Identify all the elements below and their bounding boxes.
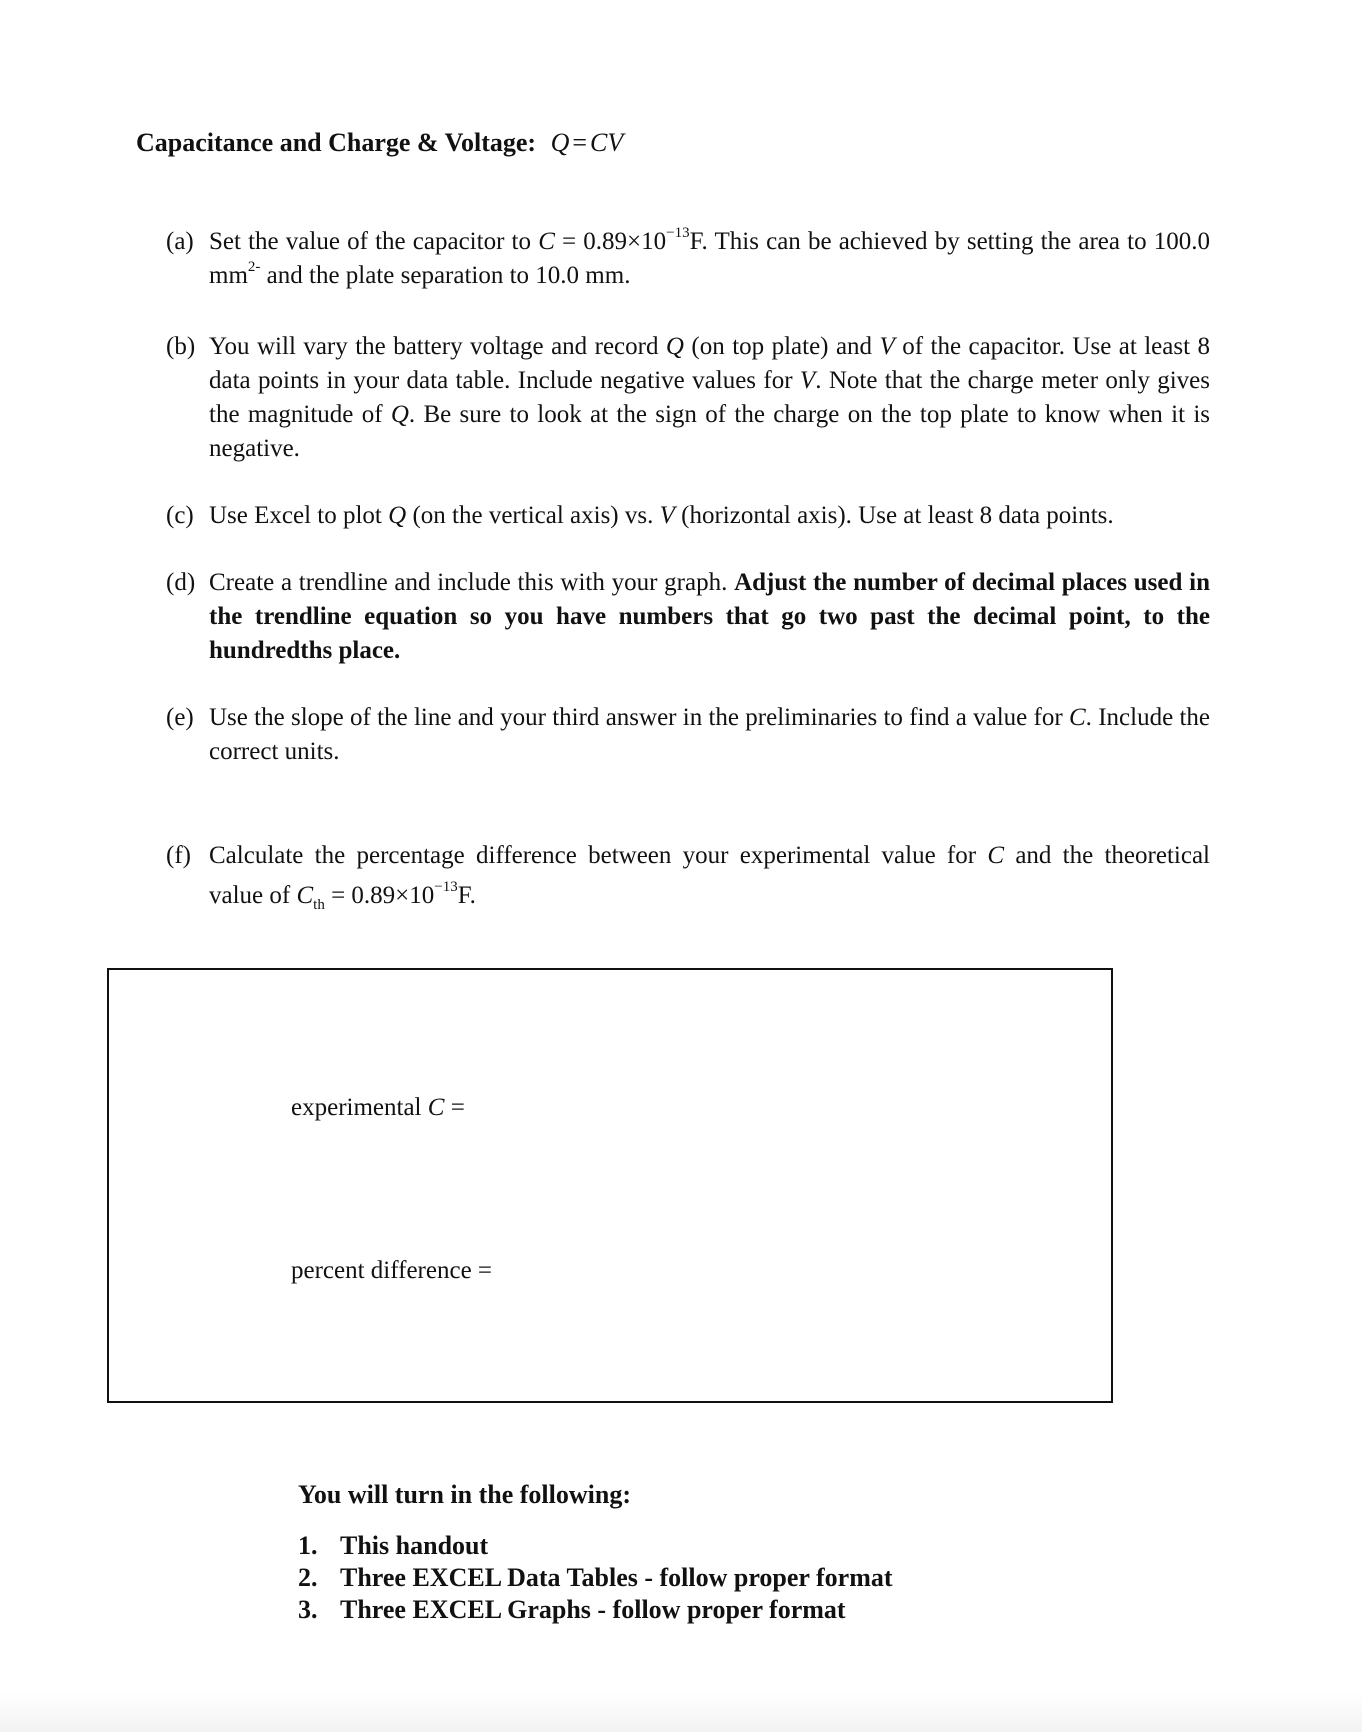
step-a-part: F. This can be achieved by setting the area to 100.0 mm — [209, 228, 1211, 289]
step-c-part: (horizontal axis). Use at least 8 data points. — [674, 502, 1114, 529]
step-b-part: (on top plate) and — [683, 333, 880, 360]
step-b-part: . Be sure to look at the sign of the charge on the top plate to know when it is negative. — [209, 401, 1210, 462]
step-a-var: C — [538, 228, 555, 255]
step-f-value: = 0.89×10 — [324, 882, 435, 909]
turn-in-item — [298, 1562, 893, 1594]
eq-op: = — [572, 128, 588, 157]
page-title — [136, 128, 623, 158]
step-a-part: and the plate separation to 10.0 mm. — [260, 262, 631, 289]
step-f-cth: C — [296, 882, 314, 909]
step-f-label: (f) — [166, 842, 191, 869]
step-a — [166, 225, 1210, 293]
step-f-var: C — [987, 842, 1005, 869]
step-b-var: Q — [390, 401, 409, 428]
step-c — [166, 499, 1210, 533]
step-a-text — [209, 225, 1210, 293]
step-b-part: You will vary the battery voltage and record — [209, 333, 666, 360]
step-d-part: Create a trendline and include this with your graph. — [209, 569, 735, 596]
eq-q: Q — [550, 128, 570, 157]
experimental-c-line — [291, 1094, 465, 1122]
percent-difference-line: percent difference = — [291, 1257, 493, 1284]
title-text: Capacitance and Charge & Voltage: — [136, 128, 537, 157]
page-bottom-edge — [0, 1692, 1362, 1732]
experimental-var: C — [427, 1094, 445, 1121]
step-d-text — [209, 566, 1210, 668]
step-e-label: (e) — [166, 704, 194, 731]
turn-in-text: Three EXCEL Data Tables - follow proper format — [340, 1563, 893, 1592]
step-c-label: (c) — [166, 502, 194, 529]
step-b-part: . Note that the charge meter only gives the magnitude of — [209, 367, 1210, 428]
turn-in-text: This handout — [340, 1531, 489, 1560]
step-f-unit: F. — [457, 882, 476, 909]
turn-in-number: 1. — [298, 1531, 318, 1560]
experimental-label: experimental — [291, 1094, 428, 1121]
step-d-label: (d) — [166, 569, 196, 596]
step-e-var: C — [1068, 704, 1086, 731]
step-b-text — [209, 330, 1210, 466]
step-c-var: V — [659, 502, 675, 529]
step-b-var: V — [879, 333, 895, 360]
turn-in-item — [298, 1594, 893, 1626]
turn-in-heading: You will turn in the following: — [298, 1480, 631, 1509]
turn-in-list — [298, 1530, 893, 1626]
step-c-part: (on the vertical axis) vs. — [406, 502, 660, 529]
step-e-text — [209, 701, 1210, 769]
step-a-label: (a) — [166, 228, 194, 255]
step-f-exponent: −13 — [434, 879, 458, 895]
step-c-var: Q — [388, 502, 407, 529]
step-e-part: Use the slope of the line and your third answer in the preliminaries to find a value for — [209, 704, 1069, 731]
turn-in-number: 3. — [298, 1595, 318, 1624]
answer-box — [107, 968, 1113, 1403]
step-b-label: (b) — [166, 333, 196, 360]
step-f-subscript: th — [313, 897, 325, 913]
turn-in-number: 2. — [298, 1563, 318, 1592]
step-b — [166, 330, 1210, 466]
step-f-part: and the theoretical value of — [209, 842, 1210, 909]
experimental-equals: = — [444, 1094, 465, 1121]
step-a-superscript: 2- — [247, 259, 261, 275]
step-a-part: Set the value of the capacitor to — [209, 228, 532, 255]
step-e-part: . Include the correct units. — [209, 704, 1210, 765]
step-f-part: Calculate the percentage difference between your experimental value for — [209, 842, 988, 869]
turn-in-text: Three EXCEL Graphs - follow proper format — [340, 1595, 846, 1624]
step-d-emphasis: Adjust the number of decimal places used in the trendline equation so you have numbers that go two past the decimal point, to the hundredths place. — [209, 569, 1210, 664]
step-c-part: Use Excel to plot — [209, 502, 389, 529]
title-equation — [551, 128, 624, 157]
eq-cv: CV — [590, 128, 624, 157]
step-a-value: = 0.89×10 — [554, 228, 667, 255]
step-a-exponent: −13 — [666, 225, 690, 241]
step-b-var: V — [799, 367, 816, 394]
step-b-var: Q — [665, 333, 684, 360]
step-c-text — [209, 499, 1210, 533]
step-f-text — [209, 836, 1210, 916]
step-e — [166, 701, 1210, 769]
step-b-part: of the capacitor. Use at least 8 data points in your data table. Include negative values for — [209, 333, 1210, 394]
turn-in-item — [298, 1530, 893, 1562]
step-f — [166, 836, 1210, 916]
step-d — [166, 566, 1210, 668]
